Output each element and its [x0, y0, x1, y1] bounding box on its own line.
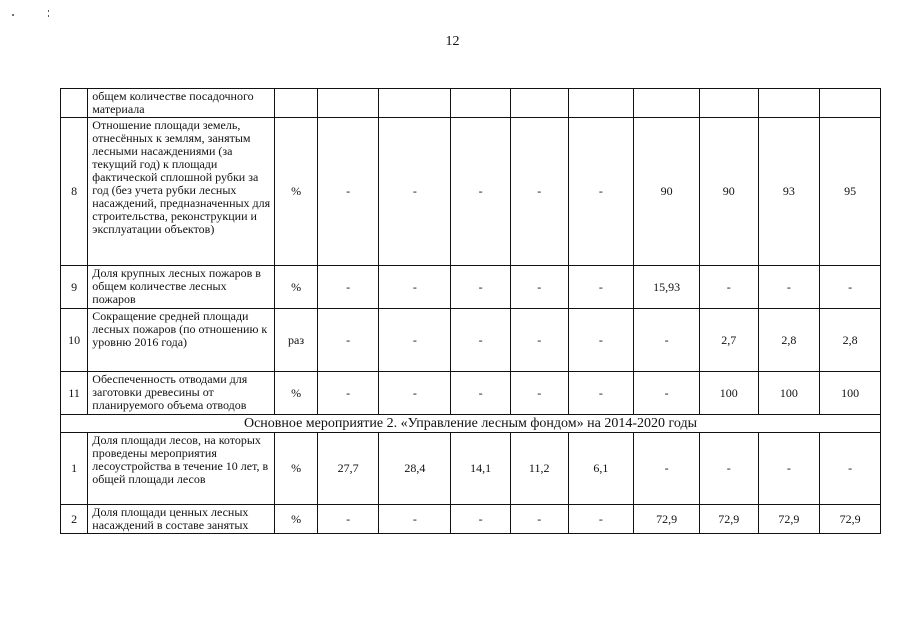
row-number-cell	[61, 89, 88, 118]
value-cell: -	[451, 309, 511, 372]
value-cell: 11,2	[510, 433, 568, 505]
value-cell: -	[568, 309, 634, 372]
value-cell: -	[451, 118, 511, 266]
value-cell: -	[379, 118, 451, 266]
value-cell: -	[820, 433, 881, 505]
value-cell: -	[510, 309, 568, 372]
table-row	[61, 118, 881, 266]
value-cell: 2,7	[699, 309, 758, 372]
value-cell	[317, 89, 379, 118]
value-cell: -	[634, 372, 700, 415]
unit-cell: раз	[275, 309, 317, 372]
value-cell: -	[379, 505, 451, 534]
value-cell: -	[379, 309, 451, 372]
value-cell	[699, 89, 758, 118]
unit-cell: %	[275, 433, 317, 505]
row-number-cell: 2	[61, 505, 88, 534]
value-cell: -	[568, 266, 634, 309]
value-cell: -	[510, 372, 568, 415]
value-cell: -	[699, 266, 758, 309]
value-cell: 72,9	[634, 505, 700, 534]
table-row	[61, 309, 881, 372]
value-cell: -	[317, 309, 379, 372]
value-cell: 72,9	[820, 505, 881, 534]
value-cell: -	[510, 505, 568, 534]
unit-cell: %	[275, 505, 317, 534]
value-cell: -	[568, 505, 634, 534]
unit-cell: %	[275, 372, 317, 415]
indicator-name-cell: Отношение площади земель, отнесённых к землям, занятым лесными насаждениями (за текущий год) к площади фактической сплошной рубки за год (без учета рубки лесных насаждений, предназначенных для строительства, реконструкции и эксплуатации объектов)	[88, 118, 275, 266]
row-number-cell: 8	[61, 118, 88, 266]
value-cell: -	[510, 118, 568, 266]
value-cell: 14,1	[451, 433, 511, 505]
value-cell: -	[510, 266, 568, 309]
unit-cell: %	[275, 118, 317, 266]
value-cell: -	[758, 433, 820, 505]
indicator-name-cell: Доля площади ценных лесных насаждений в составе занятых	[88, 505, 275, 534]
section-title: Основное мероприятие 2. «Управление лесным фондом» на 2014-2020 годы	[61, 415, 881, 433]
table-row	[61, 266, 881, 309]
value-cell	[820, 89, 881, 118]
row-number-cell: 10	[61, 309, 88, 372]
indicators-table	[60, 88, 881, 534]
value-cell: -	[568, 118, 634, 266]
value-cell: 90	[634, 118, 700, 266]
page-number: 12	[445, 34, 460, 49]
value-cell: 15,93	[634, 266, 700, 309]
value-cell: -	[820, 266, 881, 309]
value-cell: -	[317, 118, 379, 266]
scan-specks	[10, 8, 60, 20]
value-cell: 100	[758, 372, 820, 415]
value-cell: -	[451, 266, 511, 309]
unit-cell	[275, 89, 317, 118]
value-cell: -	[568, 372, 634, 415]
row-number-cell: 11	[61, 372, 88, 415]
value-cell: -	[634, 309, 700, 372]
unit-cell: %	[275, 266, 317, 309]
section-header-row	[61, 415, 881, 433]
table-row	[61, 372, 881, 415]
value-cell: 93	[758, 118, 820, 266]
value-cell: -	[699, 433, 758, 505]
value-cell: -	[317, 266, 379, 309]
value-cell	[758, 89, 820, 118]
table-row	[61, 89, 881, 118]
value-cell: 6,1	[568, 433, 634, 505]
value-cell	[451, 89, 511, 118]
value-cell	[634, 89, 700, 118]
value-cell	[510, 89, 568, 118]
value-cell: -	[758, 266, 820, 309]
indicator-name-cell: Обеспеченность отводами для заготовки древесины от планируемого объема отводов	[88, 372, 275, 415]
row-number-cell: 9	[61, 266, 88, 309]
value-cell	[568, 89, 634, 118]
indicator-name-cell: общем количестве посадочного материала	[88, 89, 275, 118]
value-cell: 100	[820, 372, 881, 415]
value-cell: -	[634, 433, 700, 505]
value-cell: 100	[699, 372, 758, 415]
value-cell: 27,7	[317, 433, 379, 505]
indicator-name-cell: Доля крупных лесных пожаров в общем количестве лесных пожаров	[88, 266, 275, 309]
value-cell	[379, 89, 451, 118]
row-number-cell: 1	[61, 433, 88, 505]
value-cell: 72,9	[758, 505, 820, 534]
indicator-name-cell: Доля площади лесов, на которых проведены мероприятия лесоустройства в течение 10 лет, в общей площади лесов	[88, 433, 275, 505]
value-cell: -	[379, 266, 451, 309]
value-cell: 2,8	[758, 309, 820, 372]
value-cell: -	[317, 372, 379, 415]
table-row	[61, 505, 881, 534]
value-cell: -	[451, 372, 511, 415]
value-cell: 28,4	[379, 433, 451, 505]
value-cell: -	[317, 505, 379, 534]
indicator-name-cell: Сокращение средней площади лесных пожаров (по отношению к уровню 2016 года)	[88, 309, 275, 372]
table-row	[61, 433, 881, 505]
value-cell: 72,9	[699, 505, 758, 534]
value-cell: -	[451, 505, 511, 534]
value-cell: 95	[820, 118, 881, 266]
value-cell: 90	[699, 118, 758, 266]
value-cell: 2,8	[820, 309, 881, 372]
value-cell: -	[379, 372, 451, 415]
